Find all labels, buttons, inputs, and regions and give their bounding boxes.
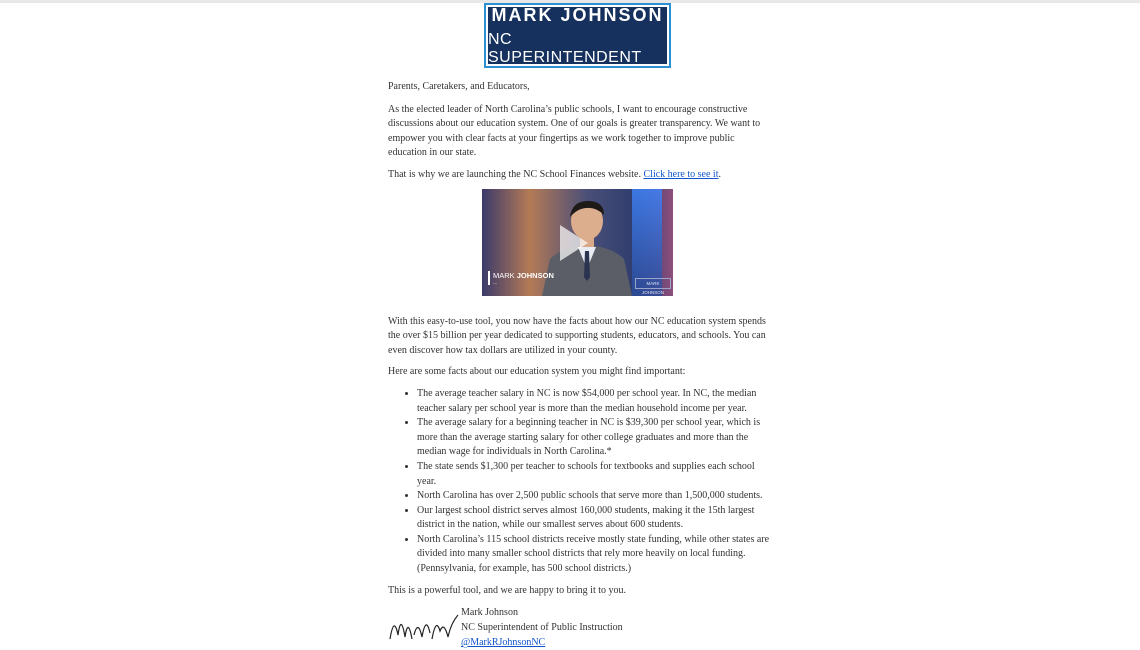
greeting: Parents, Caretakers, and Educators,: [388, 81, 530, 92]
logo-name: MARK JOHNSON: [491, 4, 664, 25]
signature-block: [388, 605, 773, 649]
fact-item: • The state sends $1,300 per teacher to schools for textbooks and supplies each school year.: [417, 460, 773, 489]
launch-end: .: [718, 168, 721, 180]
signature-text: [461, 605, 623, 650]
launch-paragraph: [388, 168, 773, 183]
video-thumbnail[interactable]: [482, 189, 673, 296]
launch-text: That is why we are launching the NC School Finances website.: [388, 168, 644, 180]
logo-box: [486, 5, 669, 66]
email-body: [388, 3, 773, 649]
caption-last-name: JOHNSON: [516, 270, 554, 280]
handwritten-signature: [388, 609, 460, 643]
twitter-link[interactable]: @MarkRJohnsonNC: [461, 637, 546, 649]
website-link[interactable]: Click here to see it: [643, 168, 719, 180]
closing-line: This is a powerful tool, and we are happy to bring it to you.: [388, 584, 627, 596]
caption-subtitle: —: [493, 279, 497, 285]
fact-item: • The average teacher salary in NC is now $54,000 per school year. In NC, the median teacher salary per school year is more than the median household income per year.: [417, 387, 773, 416]
video-caption: [488, 271, 554, 285]
signer-title: NC Superintendent of Public Instruction: [461, 622, 623, 634]
play-icon[interactable]: [560, 225, 588, 261]
fact-item: • The average salary for a beginning teacher in NC is $39,300 per school year, which is more than the average starting salary for other college graduates and more than the median wage for individuals in North Carolina.*: [417, 416, 773, 460]
twitter-handle[interactable]: [461, 635, 623, 650]
facts-intro: Here are some facts about our education system you might find important:: [388, 366, 686, 378]
fact-item: • North Carolina has over 2,500 public schools that serve more than 1,500,000 students.: [417, 489, 773, 504]
fact-item: • North Carolina’s 115 school districts receive mostly state funding, while other states are divided into many smaller school districts that rely more heavily on local funding. (Pennsylvania, for example, has 500 school districts.): [417, 533, 773, 577]
video-badge: MARK JOHNSON: [635, 278, 671, 289]
facts-list: [388, 387, 773, 577]
caption-first-name: MARK: [493, 270, 517, 280]
header-logo: [484, 3, 671, 68]
signer-name: Mark Johnson: [461, 607, 518, 619]
intro-paragraph: As the elected leader of North Carolina’s public schools, I want to encourage constructive discussions about our education system. One of our goals is greater transparency. We want to empower you with clear facts at your fingertips as we work together to improve public education in our state.: [388, 103, 761, 159]
fact-item: • Our largest school district serves almost 160,000 students, making it the 15th largest district in the nation, while our smallest serves about 600 students.: [417, 504, 773, 533]
logo-title: NC SUPERINTENDENT: [488, 30, 642, 66]
tool-paragraph: With this easy-to-use tool, you now have the facts about how our NC education system spends the over $15 billion per year dedicated to supporting students, educators, and schools. You can even discover how tax dollars are utilized in your county.: [388, 315, 766, 356]
